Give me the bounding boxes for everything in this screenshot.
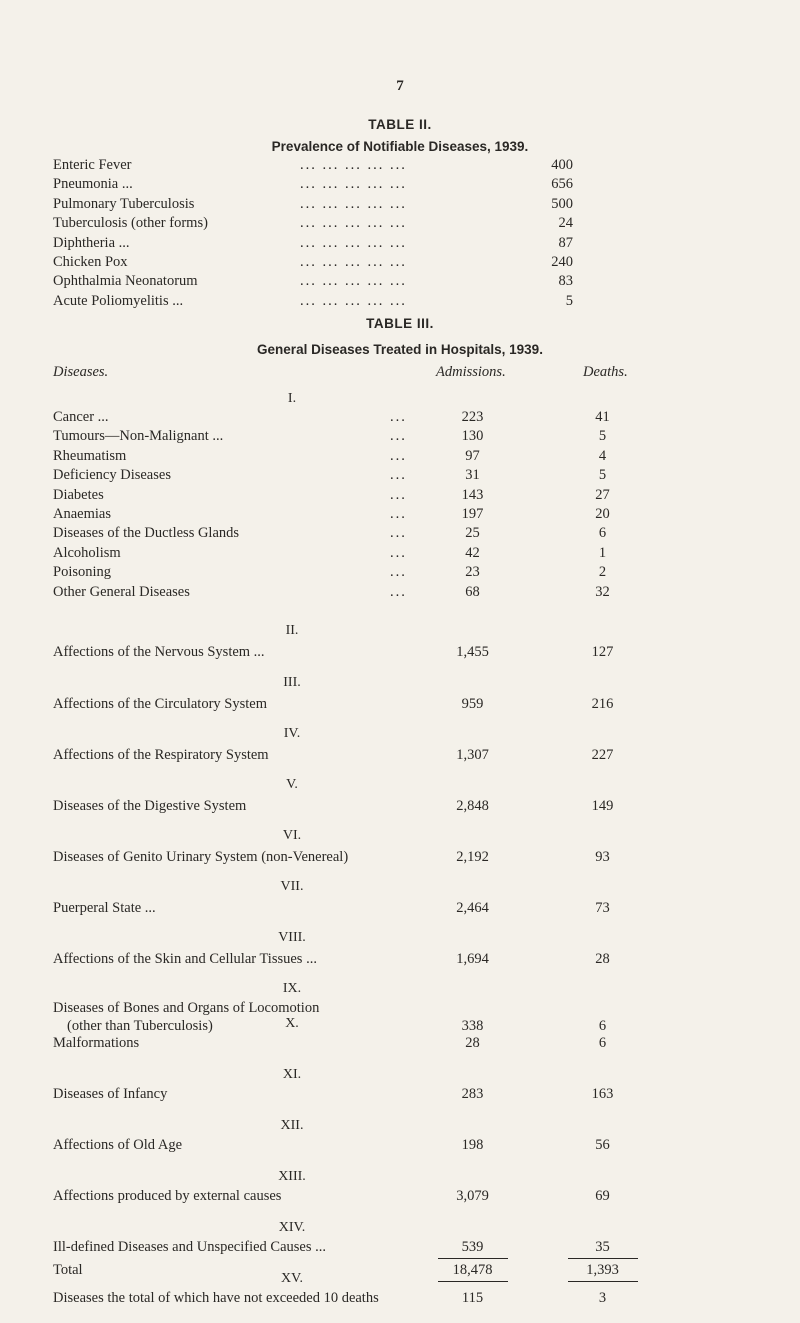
table-row: [0, 426, 800, 446]
table3-title: TABLE III.: [366, 316, 434, 331]
column-header-diseases: Diseases.: [53, 364, 109, 380]
deaths-value: 4: [598, 447, 607, 464]
deaths-value: 35: [595, 1239, 610, 1255]
row-label: Rheumatism: [53, 447, 127, 464]
table-row: [0, 1135, 800, 1155]
deaths-value: 27: [595, 486, 610, 503]
leader-dots: ...: [390, 486, 407, 503]
leader-dots: ... ... ... ... ...: [300, 215, 407, 232]
table-row: [0, 271, 800, 291]
table-row: [0, 291, 800, 311]
row-label: Pulmonary Tuberculosis: [53, 195, 195, 212]
table-row: [0, 1260, 800, 1280]
row-label: Diseases of Infancy: [53, 1086, 168, 1102]
admissions-value: 197: [461, 506, 484, 522]
table-row: [0, 446, 800, 466]
leader-dots: ... ... ... ... ...: [300, 157, 407, 173]
row-label: Tumours—Non-Malignant ...: [53, 428, 224, 445]
deaths-value: 6: [598, 1018, 607, 1034]
leader-dots: ... ... ... ... ...: [300, 176, 407, 193]
section-numeral: VI.: [282, 828, 302, 843]
leader-dots: ... ... ... ... ...: [300, 195, 407, 212]
column-header-deaths: Deaths.: [583, 364, 628, 380]
row-value: 87: [558, 234, 573, 251]
deaths-value: 1,393: [586, 1262, 619, 1278]
section-numeral: XV.: [281, 1271, 303, 1286]
table-row: [0, 694, 800, 714]
leader-dots: ... ... ... ... ...: [300, 273, 407, 290]
leader-dots: ...: [390, 525, 407, 542]
admissions-value: 23: [465, 564, 480, 581]
row-label: Pneumonia ...: [53, 176, 133, 193]
leader-dots: ...: [390, 544, 407, 561]
deaths-value: 163: [591, 1086, 614, 1102]
page-number: 7: [396, 78, 404, 94]
table-row: [0, 174, 800, 194]
deaths-value: 2: [598, 564, 607, 581]
deaths-value: 227: [591, 747, 614, 763]
table-row: [0, 796, 800, 816]
admissions-value: 283: [461, 1086, 484, 1102]
admissions-value: 539: [461, 1239, 484, 1255]
row-value: 24: [558, 215, 573, 232]
admissions-value: 130: [461, 428, 484, 445]
leader-dots: ...: [390, 506, 407, 522]
row-label: Ophthalmia Neonatorum: [53, 273, 198, 290]
admissions-value: 42: [465, 544, 480, 561]
deaths-value: 1: [598, 544, 607, 561]
section-numeral: I.: [287, 391, 297, 406]
admissions-value: 223: [461, 409, 484, 425]
table-row: [0, 582, 800, 602]
table-row: [0, 155, 800, 175]
row-label: Puerperal State ...: [53, 900, 156, 916]
table-row: [0, 543, 800, 563]
row-label: Acute Poliomyelitis ...: [53, 292, 184, 309]
total-rule: [568, 1258, 638, 1259]
table-row: [0, 194, 800, 214]
row-value: 656: [551, 176, 573, 193]
row-label: Affections of the Skin and Cellular Tissues ...: [53, 951, 317, 967]
row-label: Diseases of Genito Urinary System (non-Venereal): [53, 849, 349, 865]
table-row: [0, 642, 800, 662]
table-row: [0, 213, 800, 233]
leader-dots: ... ... ... ... ...: [300, 254, 407, 270]
deaths-value: 93: [595, 849, 610, 865]
table-row: [0, 1288, 800, 1308]
admissions-value: 198: [461, 1137, 484, 1153]
table-row: [0, 1186, 800, 1206]
table3-subtitle: General Diseases Treated in Hospitals, 1939.: [257, 342, 543, 357]
table-row: [0, 1084, 800, 1104]
row-label: Malformations: [53, 1035, 140, 1051]
section-numeral: IX.: [282, 981, 302, 996]
table-row: [0, 745, 800, 765]
admissions-value: 25: [465, 525, 480, 542]
leader-dots: ... ... ... ... ...: [300, 292, 407, 309]
deaths-value: 6: [598, 1035, 607, 1051]
leader-dots: ... ... ... ... ...: [300, 234, 407, 251]
row-label: Diseases of the Ductless Glands: [53, 525, 240, 542]
table2-subtitle: Prevalence of Notifiable Diseases, 1939.: [271, 139, 529, 154]
admissions-value: 2,848: [456, 798, 489, 814]
table-row: [0, 407, 800, 427]
section-numeral: X.: [285, 1016, 299, 1031]
row-label: Affections produced by external causes: [53, 1188, 282, 1204]
leader-dots: ...: [390, 467, 407, 484]
admissions-value: 338: [461, 1018, 484, 1034]
row-label: Affections of the Circulatory System: [53, 696, 267, 712]
table-row: [0, 562, 800, 582]
row-label: Ill-defined Diseases and Unspecified Causes ...: [53, 1239, 327, 1255]
row-label: Diseases the total of which have not exceeded 10 deaths: [53, 1290, 379, 1306]
total-rule: [568, 1281, 638, 1282]
row-label: Diphtheria ...: [53, 234, 130, 251]
deaths-value: 56: [595, 1137, 610, 1153]
section-numeral: III.: [283, 675, 301, 690]
table-row: [0, 233, 800, 253]
row-label: Cancer ...: [53, 409, 109, 425]
admissions-value: 31: [465, 467, 480, 484]
admissions-value: 3,079: [456, 1188, 489, 1204]
section-numeral: V.: [286, 777, 298, 792]
table-row: [0, 523, 800, 543]
deaths-value: 69: [595, 1188, 610, 1204]
table2-title: TABLE II.: [368, 117, 432, 132]
table-row: [0, 485, 800, 505]
section-numeral: VII.: [280, 879, 304, 894]
row-label: Diseases of the Digestive System: [53, 798, 247, 814]
row-label: Affections of the Respiratory System: [53, 747, 269, 763]
admissions-value: 143: [461, 486, 484, 503]
deaths-value: 149: [591, 798, 614, 814]
deaths-value: 127: [591, 644, 614, 660]
deaths-value: 73: [595, 900, 610, 916]
admissions-value: 2,464: [456, 900, 489, 916]
deaths-value: 5: [598, 467, 607, 484]
row-label: Affections of Old Age: [53, 1137, 182, 1153]
row-value: 5: [565, 292, 573, 309]
total-rule: [438, 1281, 508, 1282]
row-label: Enteric Fever: [53, 157, 132, 173]
row-label: Deficiency Diseases: [53, 467, 171, 484]
row-label: Total: [53, 1262, 83, 1278]
admissions-value: 97: [465, 447, 480, 464]
admissions-value: 68: [465, 583, 480, 600]
leader-dots: ...: [390, 409, 407, 425]
leader-dots: ...: [390, 428, 407, 445]
row-label: Affections of the Nervous System ...: [53, 644, 265, 660]
table-row: [0, 898, 800, 918]
section-numeral: XII.: [280, 1118, 304, 1133]
deaths-value: 28: [595, 951, 610, 967]
admissions-value: 18,478: [452, 1262, 493, 1278]
row-label: Poisoning: [53, 564, 112, 581]
section-numeral: XI.: [282, 1067, 302, 1082]
admissions-value: 1,455: [456, 644, 489, 660]
leader-dots: ...: [390, 447, 407, 464]
row-label: Chicken Pox: [53, 254, 128, 270]
leader-dots: ...: [390, 583, 407, 600]
admissions-value: 115: [461, 1290, 484, 1306]
section-numeral: XIV.: [278, 1220, 306, 1235]
deaths-value: 32: [595, 583, 610, 600]
table-row: [0, 504, 800, 524]
table-row: [0, 998, 800, 1018]
admissions-value: 1,694: [456, 951, 489, 967]
deaths-value: 5: [598, 428, 607, 445]
row-label: Diseases of Bones and Organs of Locomotion: [53, 1000, 320, 1016]
deaths-value: 216: [591, 696, 614, 712]
row-value: 500: [551, 195, 573, 212]
section-numeral: IV.: [283, 726, 301, 741]
row-label-continued: (other than Tuberculosis): [67, 1018, 213, 1034]
admissions-value: 959: [461, 696, 484, 712]
section-numeral: VIII.: [278, 930, 306, 945]
table-row: [0, 949, 800, 969]
table-row: [0, 1237, 800, 1257]
row-label: Anaemias: [53, 506, 111, 522]
section-numeral: II.: [285, 623, 299, 638]
table-row: [0, 465, 800, 485]
row-value: 83: [558, 273, 573, 290]
column-header-admissions: Admissions.: [436, 364, 506, 380]
table-row: [0, 252, 800, 272]
row-label: Other General Diseases: [53, 583, 190, 600]
row-value: 400: [551, 157, 573, 173]
admissions-value: 1,307: [456, 747, 489, 763]
row-value: 240: [551, 254, 573, 270]
row-label: Diabetes: [53, 486, 104, 503]
row-label: Tuberculosis (other forms): [53, 215, 208, 232]
admissions-value: 2,192: [456, 849, 489, 865]
deaths-value: 20: [595, 506, 610, 522]
leader-dots: ...: [390, 564, 407, 581]
deaths-value: 6: [598, 525, 607, 542]
deaths-value: 3: [598, 1290, 607, 1306]
deaths-value: 41: [595, 409, 610, 425]
table-row: [0, 847, 800, 867]
table-row: [0, 1033, 800, 1053]
total-rule: [438, 1258, 508, 1259]
row-label: Alcoholism: [53, 544, 121, 561]
section-numeral: XIII.: [278, 1169, 306, 1184]
admissions-value: 28: [465, 1035, 480, 1051]
